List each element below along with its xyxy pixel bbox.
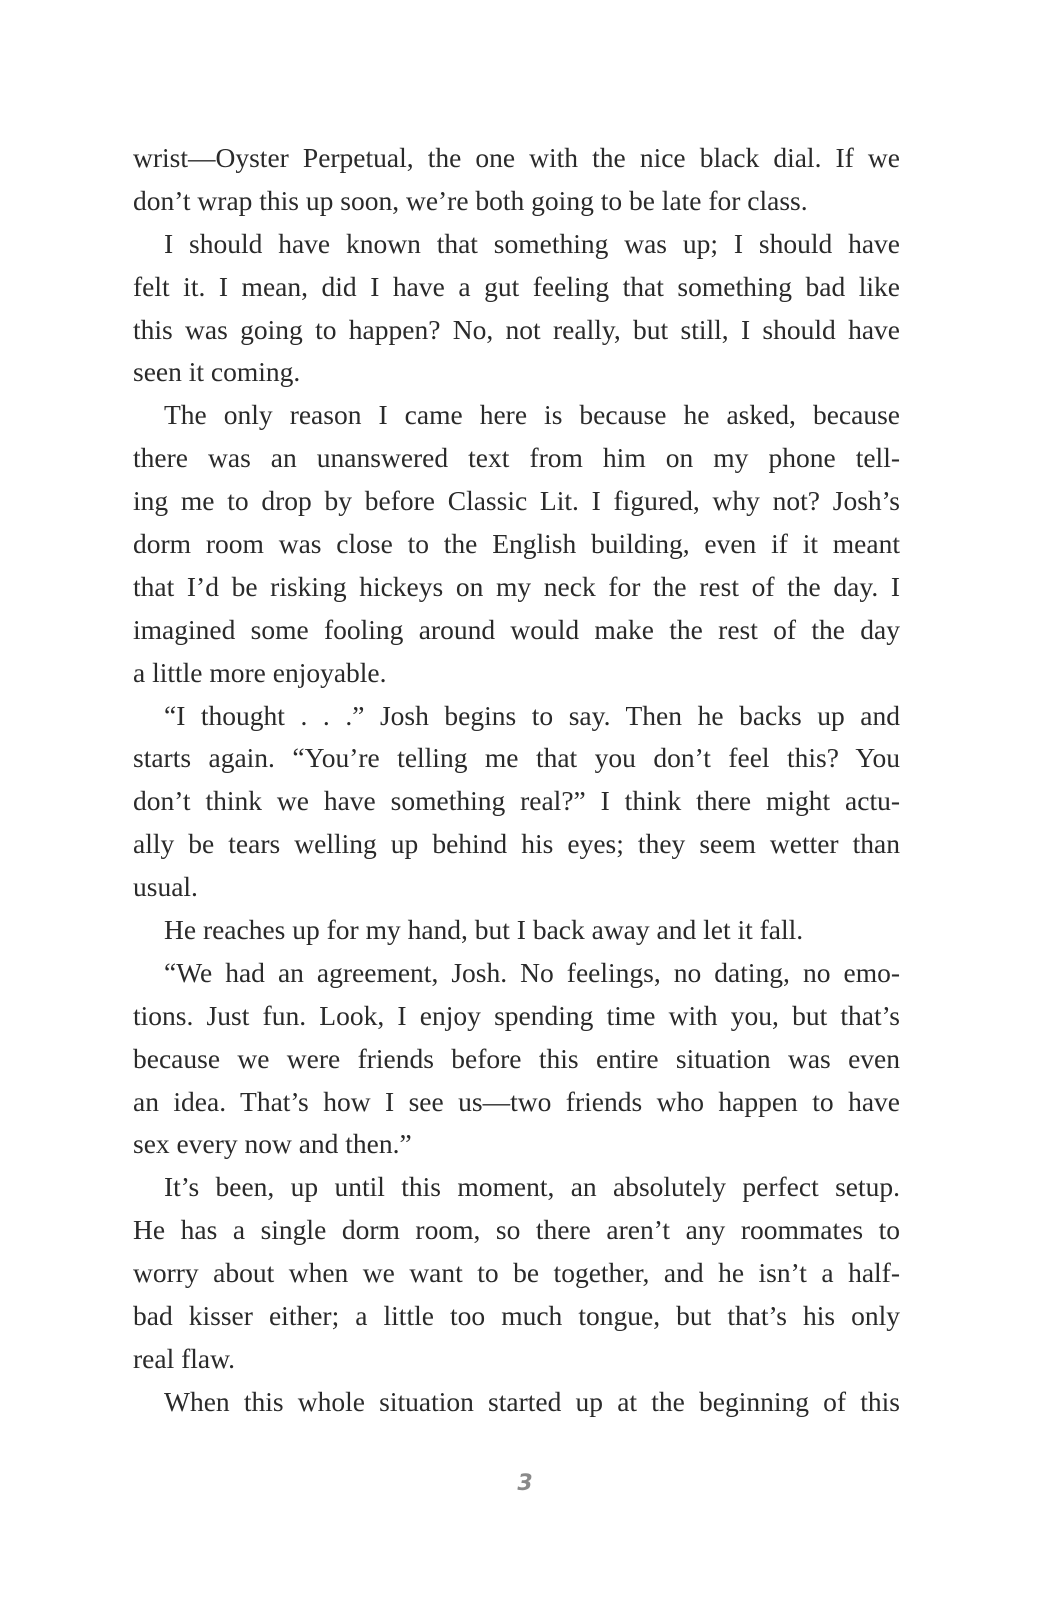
text-line: ally be tears welling up behind his eyes; they seem wetter than [133, 828, 900, 860]
text-line: ing me to drop by before Classic Lit. I figured, why not? Josh’s [133, 485, 900, 517]
text-line: I should have known that something was up; I should have [164, 227, 900, 259]
text-line: a little more enjoyable. [133, 656, 387, 688]
text-line: that I’d be risking hickeys on my neck for the rest of the day. I [133, 570, 900, 602]
text-line: this was going to happen? No, not really, but still, I should have [133, 313, 900, 345]
text-line: The only reason I came here is because he asked, because [164, 399, 900, 431]
text-line: real flaw. [133, 1342, 236, 1374]
text-line: wrist—Oyster Perpetual, the one with the nice black dial. If we [133, 142, 900, 173]
text-line: It’s been, up until this moment, an absolutely perfect setup. [164, 1171, 900, 1203]
text-line: don’t think we have something real?” I think there might actu- [133, 785, 900, 817]
page-number: 3 [517, 1471, 533, 1496]
text-line: He reaches up for my hand, but I back away and let it fall. [164, 914, 804, 946]
text-line: “I thought . . .” Josh begins to say. Then he backs up and [164, 699, 900, 731]
text-line: He has a single dorm room, so there aren’t any roommates to [133, 1214, 900, 1246]
text-line: When this whole situation started up at the beginning of this [164, 1385, 900, 1417]
text-line: tions. Just fun. Look, I enjoy spending time with you, but that’s [133, 999, 900, 1031]
text-line: seen it coming. [133, 356, 301, 388]
text-line: imagined some fooling around would make the rest of the day [133, 613, 900, 645]
text-line: because we were friends before this entire situation was even [133, 1042, 900, 1074]
text-line: sex every now and then.” [133, 1128, 412, 1160]
text-line: starts again. “You’re telling me that you don’t feel this? You [133, 742, 900, 774]
text-line: dorm room was close to the English building, even if it meant [133, 528, 900, 560]
text-line: bad kisser either; a little too much tongue, but that’s his only [133, 1300, 900, 1332]
text-line: usual. [133, 871, 198, 903]
page-body [133, 137, 900, 1424]
text-line: an idea. That’s how I see us—two friends who happen to have [133, 1085, 900, 1117]
text-line: there was an unanswered text from him on my phone tell- [133, 442, 900, 474]
text-line: worry about when we want to be together, and he isn’t a half- [133, 1257, 900, 1289]
text-line: don’t wrap this up soon, we’re both going to be late for class. [133, 184, 808, 216]
text-line: “We had an agreement, Josh. No feelings, no dating, no emo- [164, 956, 900, 988]
text-line: felt it. I mean, did I have a gut feeling that something bad like [133, 270, 900, 302]
